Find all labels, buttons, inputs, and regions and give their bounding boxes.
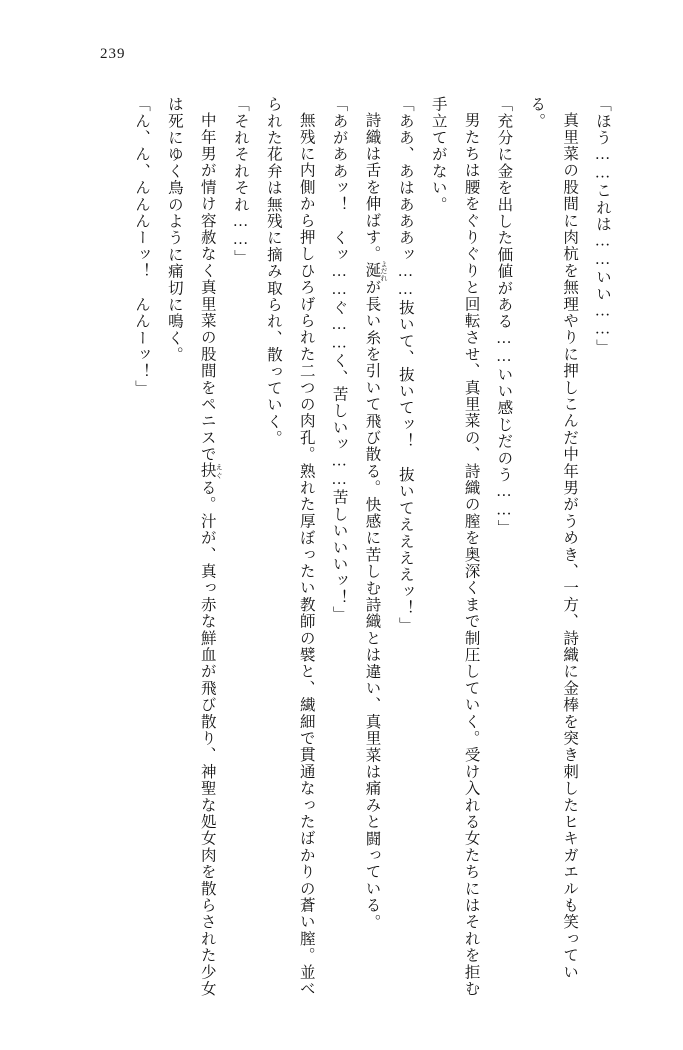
paragraph: 男たちは腰をぐりぐりと回転させ、真里菜の、詩織の膣を奥深くまで制圧していく。受け入れる女たちにはそれを拒む手立てがない。 — [429, 96, 480, 997]
paragraph: 「ん、ん、んんんーッ！ んんーッ！」 — [132, 96, 150, 397]
paragraph: 無残に内側から押しひろげられた二つの肉孔。熟れた厚ぼったい教師の襞と、繊細で貫通なったばかりの蒼い膣。並べられた花弁は無残に摘み取られ、散っていく。 — [264, 96, 315, 997]
paragraph: 「あがああッ！ くッ……ぐ……く、苦しいッ……苦しいいいッ！」 — [330, 96, 348, 623]
paragraph: 「ああ、あはあああッ……抜いて、抜いてッ！ 抜いてええええッ！」 — [396, 96, 414, 634]
paragraph: 詩織は舌を伸ばす。涎 よだれが長い糸を引いて飛び散る。快感に苦しむ詩織とは違い、真里菜は痛みと闘っている。 — [363, 111, 388, 930]
paragraph: 中年男が情け容赦なく真里菜の股間をペニスで抉 えぐる。汁が、真っ赤な鮮血が飛び散り、神聖な処女肉を散らされた少女は死にゆく鳥のように痛切に鳴く。 — [165, 96, 224, 997]
paragraph: 真里菜の股間に肉杭を無理やりに押しこんだ中年男がうめき、一方、詩織に金棒を突き刺したヒキガエルも笑っている。 — [528, 96, 579, 980]
paragraph: 「ほう……これは……いい……」 — [594, 96, 611, 356]
ruby-annotation: 涎 よだれ — [363, 259, 388, 281]
paragraph: 「充分に金を出した価値がある……いい感じだのう……」 — [495, 96, 513, 537]
ruby-annotation: 抉 えぐ — [198, 462, 224, 479]
page-number: 239 — [100, 46, 126, 62]
vertical-body-text — [58, 96, 618, 1001]
paragraph: 「それそれそれ……」 — [232, 96, 250, 266]
